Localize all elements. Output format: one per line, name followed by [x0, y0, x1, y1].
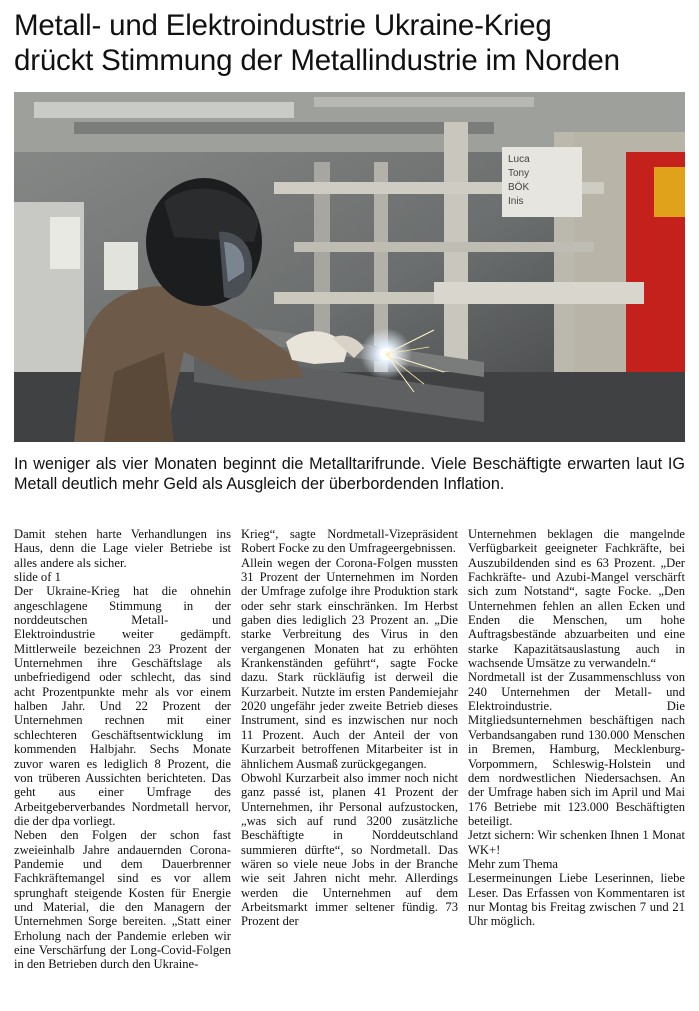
- related-topics-link[interactable]: Mehr zum Thema: [468, 856, 558, 871]
- sign-line-2: Tony: [508, 168, 530, 179]
- welder-photo-illustration: [14, 92, 685, 442]
- body-column-1: [14, 527, 231, 1007]
- body-paragraph: Damit stehen harte Verhandlungen ins Haus, denn die Lage vieler Betriebe ist alles andere als sicher.: [14, 527, 231, 570]
- body-paragraph: Krieg“, sagte Nordmetall-Vizepräsident Robert Focke zu den Umfrageergebnissen.: [241, 527, 458, 556]
- body-paragraph: Obwohl Kurzarbeit also immer noch nicht ganz passé ist, planen 41 Prozent der Unternehmen, ihr Personal aufzustocken, „was sich auf rund 3200 zusätzliche Beschäftigte in Norddeutschland summieren dürfte“, so Nordmetall. Das wären so viele neue Jobs in der Branche wie seit Jahren nicht mehr. Allerdings werden die Unternehmen auf dem Arbeitsmarkt immer seltener fündig. 73 Prozent der: [241, 770, 458, 929]
- sign-line-4: Inis: [508, 196, 524, 207]
- body-paragraph: Der Ukraine-Krieg hat die ohnehin angeschlagene Stimmung in der norddeutschen Metall- und Elektroindustrie weiter gedämpft. Mittlerweile bezeichnen 23 Prozent der Unternehmen ihre Geschäftslage als unbefriedigend oder schlecht, das sind acht Prozentpunkte mehr als vor einem halben Jahr. Und 22 Prozent der Unternehmen rechnen mit einer schlechteren Geschäftsentwicklung im kommenden Halbjahr. Sechs Monate zuvor waren es lediglich 8 Prozent, die von trüberen Aussichten berichteten. Das geht aus einer Umfrage des Arbeitgeberverbandes Nordmetall hervor, die der dpa vorliegt.: [14, 584, 231, 828]
- promo-link[interactable]: Jetzt sichern: Wir schenken Ihnen 1 Monat WK+!: [468, 828, 685, 857]
- body-column-2: [241, 527, 458, 1007]
- headline-line-1: Metall- und Elektroindustrie Ukraine-Krieg: [14, 9, 552, 42]
- body-paragraph: Nordmetall ist der Zusammenschluss von 240 Unternehmen der Metall- und Elektroindustrie. Die Mitgliedsunternehmen beschäftigen nach Verbandsangaben rund 130.000 Menschen in Bremen, Hamburg, Mecklenburg-Vorpommern, Schleswig-Holstein und dem nordwestlichen Niedersachsen. An der Umfrage haben sich im April und Mai 176 Betriebe mit 123.000 Beschäftigten beteiligt.: [468, 670, 685, 828]
- article-photo: [14, 92, 685, 442]
- article-lead: In weniger als vier Monaten beginnt die Metalltarifrunde. Viele Beschäftigte erwarten laut IG Metall deutlich mehr Geld als Ausgleich der überbordenden Inflation.: [14, 455, 685, 493]
- sign-line-3: BÖK: [508, 182, 530, 193]
- body-paragraph: Neben den Folgen der schon fast zweieinhalb Jahre andauernden Corona-Pandemie und dem Dauerbrenner Fachkräftemangel sind es vor allem sprunghaft steigende Kosten für Energie und Material, die den Managern der Unternehmen Sorge bereiten. „Statt einer Erholung nach der Pandemie erleben wir eine Verschärfung der Long-Covid-Folgen in den Betrieben durch den Ukraine-: [14, 828, 231, 972]
- body-column-3: [468, 527, 685, 1007]
- article-headline: [14, 8, 689, 78]
- comments-notice: Lesermeinungen Liebe Leserinnen, liebe Leser. Das Erfassen von Kommentaren ist nur Montag bis Freitag zwischen 7 und 21 Uhr möglich.: [468, 871, 685, 929]
- sign-line-1: Luca: [508, 154, 530, 165]
- slide-caption: slide of 1: [14, 570, 61, 585]
- body-paragraph: Allein wegen der Corona-Folgen mussten 31 Prozent der Unternehmen im Norden der Umfrage zufolge ihre Produktion stark oder sehr stark einschränken. Im Herbst gaben dies lediglich 23 Prozent an. „Die starke Verbreitung des Virus in den vergangenen Monaten hat zu erhöhten Krankenständen geführt“, sagte Focke dazu. Stark rückläufig ist derweil die Kurzarbeit. Nutzte im ersten Pandemiejahr 2020 ungefähr jeder zweite Betrieb dieses Instrument, sind es inzwischen nur noch 11 Prozent. Auch der Anteil der von Kurzarbeit betroffenen Mitarbeiter ist in ähnlichem Ausmaß zurückgegangen.: [241, 555, 458, 771]
- article-body: [14, 527, 685, 1007]
- body-paragraph: Unternehmen beklagen die mangelnde Verfügbarkeit geeigneter Fachkräfte, bei Auszubildenden sind es 63 Prozent. „Der Fachkräfte- und Azubi-Mangel verschärft sich zum Notstand“, sagte Focke. „Den Unternehmen fehlen an allen Ecken und Enden die Menschen, um hohe Auftragsbestände abzuarbeiten und eine starke Kapazitätsauslastung auch in wachsende Umsätze zu verwandeln.“: [468, 527, 685, 671]
- headline-line-2: drückt Stimmung der Metallindustrie im Norden: [14, 44, 620, 77]
